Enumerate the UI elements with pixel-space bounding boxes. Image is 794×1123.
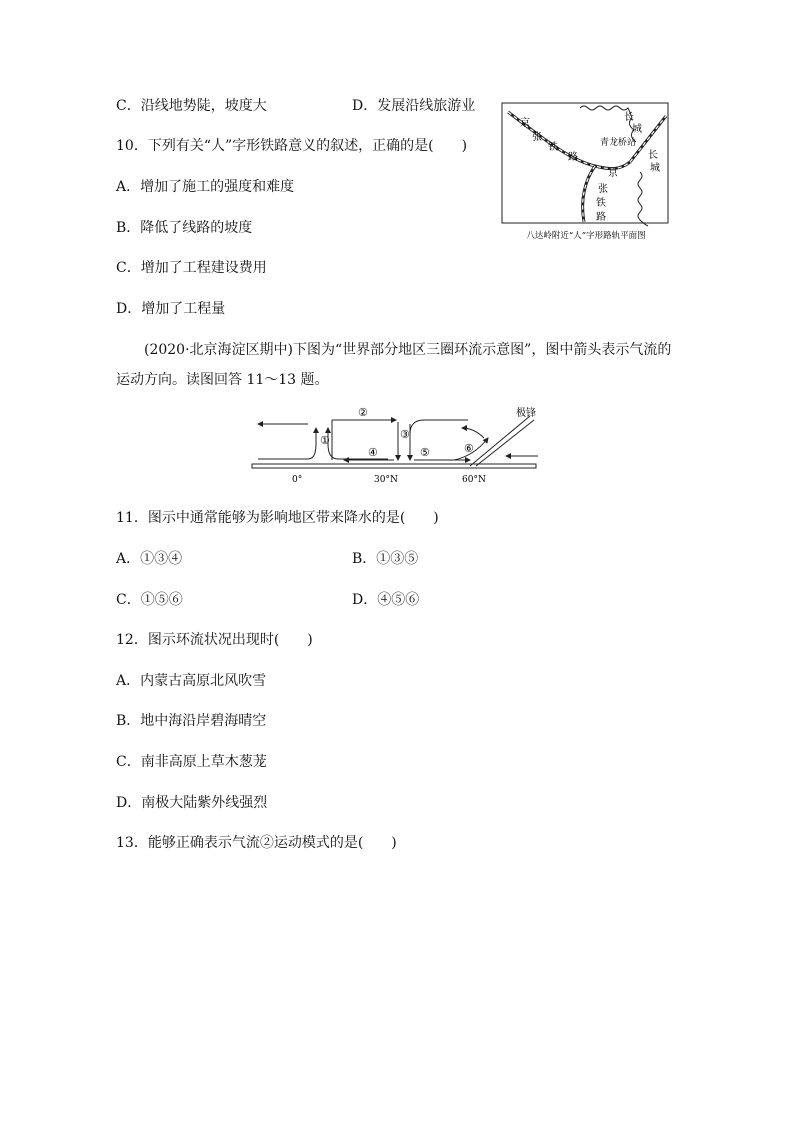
rail-left-char-0: 京 — [520, 118, 530, 129]
ground-bar — [252, 464, 536, 468]
q10-option-c: C．增加了工程建设费用 — [116, 260, 267, 276]
q10-stem: 10．下列有关“人”字形铁路意义的叙述，正确的是( ) — [116, 138, 468, 154]
q11-option-c: C．①⑤⑥ — [116, 592, 183, 608]
q11-option-a: A．①③④ — [116, 551, 183, 567]
ferrel-upper — [410, 420, 468, 460]
label-lat-0: 0° — [292, 475, 303, 485]
rail-left-char-1: 张 — [532, 132, 542, 143]
q12-option-c: C．南非高原上草木葱茏 — [116, 754, 267, 770]
station-label: 青龙桥站 — [600, 138, 637, 148]
q12-option-a: A．内蒙古高原北风吹雪 — [116, 673, 267, 689]
railway-map-figure — [500, 100, 672, 245]
label-polar-front: 极锋 — [516, 408, 536, 419]
rail-right-char-1: 张 — [598, 184, 608, 195]
label-circle-1: ① — [320, 434, 330, 447]
q12-option-d: D．南极大陆紫外线强烈 — [116, 795, 268, 811]
label-lat-30: 30°N — [374, 475, 398, 485]
q10-option-d: D．增加了工程量 — [116, 301, 226, 317]
q12-stem: 12．图示环流状况出现时( ) — [116, 632, 313, 648]
map-caption: 八达岭附近“人”字形路轨平面图 — [526, 231, 646, 241]
rail-right-char-3: 路 — [596, 212, 606, 223]
q10-option-a: A．增加了施工的强度和难度 — [116, 179, 295, 195]
circulation-figure — [248, 404, 548, 486]
q11-option-b: B．①③⑤ — [352, 551, 419, 567]
rail-left-char-3: 路 — [568, 152, 578, 163]
wall-right-char-0: 长 — [648, 150, 658, 161]
rail-lower-outer — [583, 166, 595, 222]
rail-right-char-0: 京 — [608, 168, 618, 179]
label-circle-5: ⑤ — [420, 446, 430, 459]
q11-stem: 11．图示中通常能够为影响地区带来降水的是( ) — [116, 510, 439, 526]
label-circle-4: ④ — [368, 446, 378, 459]
wall-top-char-0: 长 — [624, 112, 634, 123]
q10-option-b: B．降低了线路的坡度 — [116, 220, 253, 236]
q12-option-b: B．地中海沿岸碧海晴空 — [116, 713, 267, 729]
q9-option-d: D．发展沿线旅游业 — [352, 98, 476, 114]
label-circle-2: ② — [358, 406, 368, 419]
intro-paragraph: (2020·北京海淀区期中)下图为“世界部分地区三圈环流示意图”，图中箭头表示气流的运动方向。读图回答 11～13 题。 — [116, 342, 672, 388]
arrow-6-upper — [462, 428, 484, 438]
arrow-equator-rise-right — [328, 428, 388, 459]
wall-right-char-1: 城 — [650, 163, 660, 174]
great-wall-right — [638, 172, 648, 226]
rail-right-char-2: 铁 — [596, 198, 606, 209]
label-lat-60: 60°N — [462, 475, 486, 485]
railway-map-svg — [500, 100, 672, 245]
circulation-svg — [248, 404, 548, 486]
arrow-equator-rise-left — [258, 428, 316, 459]
q11-option-d: D．④⑤⑥ — [352, 592, 420, 608]
wall-top-char-1: 城 — [632, 124, 642, 135]
rail-left-char-2: 铁 — [548, 142, 558, 153]
label-circle-3: ③ — [400, 428, 410, 441]
polar-front-line-1 — [470, 416, 530, 466]
q9-option-c: C．沿线地势陡，坡度大 — [116, 98, 267, 114]
q13-stem: 13．能够正确表示气流②运动模式的是( ) — [116, 835, 397, 851]
label-circle-6: ⑥ — [464, 442, 474, 455]
polar-front-line-2 — [476, 420, 534, 466]
